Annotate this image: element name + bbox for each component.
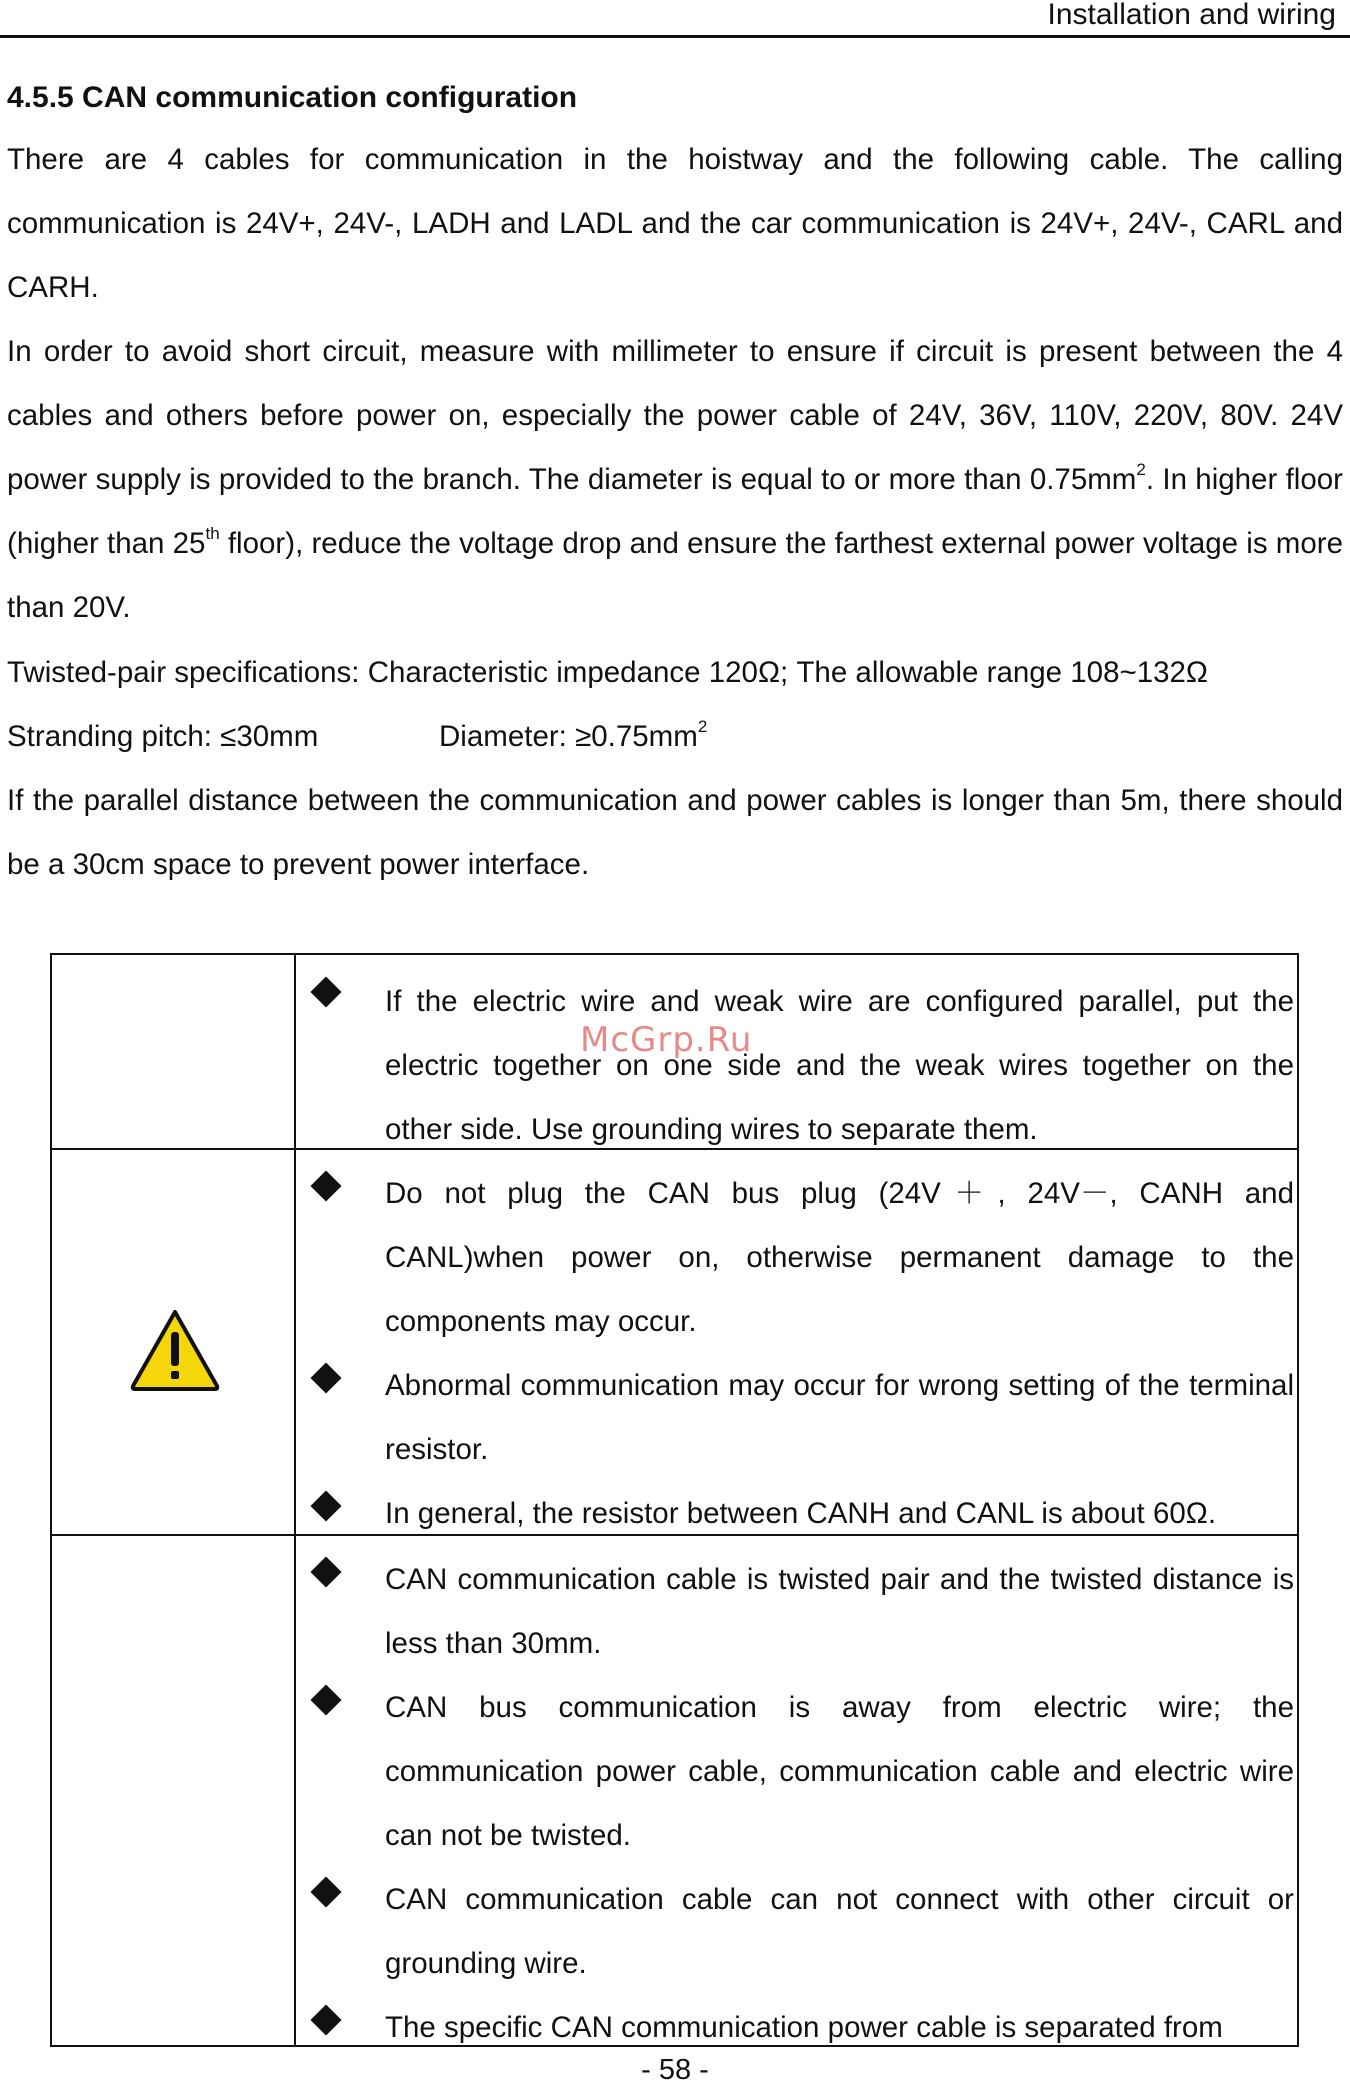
paragraph-higher-floor-text: . In higher floor (higher than 25 — [7, 463, 1343, 560]
table-column-divider — [294, 955, 296, 2045]
diameter-text: Diameter: ≥0.75mm — [439, 720, 698, 753]
header-rule — [0, 35, 1350, 38]
watermark: McGrp.Ru — [580, 1020, 753, 1060]
table-bullet-text: CAN communication cable can not connect with other circuit or grounding wire. — [385, 1883, 1294, 1980]
diameter-superscript: 2 — [697, 717, 708, 736]
diameter-spec — [439, 705, 707, 769]
diamond-bullet-icon — [310, 1876, 341, 1907]
paragraph-voltage-drop-text: floor), reduce the voltage drop and ensure the farthest external power voltage is more than 20V. — [7, 527, 1344, 624]
diamond-bullet-icon — [310, 2004, 341, 2035]
table-bullet-text: If the electric wire and weak wire are configured parallel, put the electric together on one side and the weak wires together on the other side. Use grounding wires to separate them. — [385, 985, 1294, 1146]
warning-triangle-icon — [129, 1308, 221, 1392]
diamond-bullet-icon — [310, 1362, 341, 1393]
paragraph-parallel-distance: If the parallel distance between the communication and power cables is longer than 5m, there should be a 30cm space to prevent power interface. — [7, 784, 1343, 881]
diamond-bullet-icon — [310, 976, 341, 1007]
diamond-bullet-icon — [310, 1684, 341, 1715]
spec-line — [7, 705, 1343, 769]
paragraph-twisted-pair: Twisted-pair specifications: Characteristic impedance 120Ω; The allowable range 108~132Ω — [7, 656, 1208, 689]
warning-table — [50, 953, 1299, 2047]
table-bullet-text: In general, the resistor between CANH and CANL is about 60Ω. — [385, 1497, 1217, 1530]
superscript-squared: 2 — [1136, 460, 1146, 479]
diamond-bullet-icon — [310, 1490, 341, 1521]
diamond-bullet-icon — [310, 1556, 341, 1587]
page-number: - 58 - — [641, 2054, 709, 2086]
table-bullet-text: CAN communication cable is twisted pair and the twisted distance is less than 30mm. — [385, 1563, 1294, 1660]
table-bullet-text: CAN bus communication is away from electric wire; the communication power cable, communication cable and electric wire can not be twisted. — [385, 1691, 1294, 1852]
table-bullet-text: Do not plug the CAN bus plug (24V＋, 24V－, CANH and CANL)when power on, otherwise permanent damage to the components may occur. — [385, 1177, 1294, 1338]
stranding-pitch: Stranding pitch: ≤30mm — [7, 720, 319, 753]
header-section-label: Installation and wiring — [1047, 0, 1336, 31]
table-bullet-text: Abnormal communication may occur for wrong setting of the terminal resistor. — [385, 1369, 1294, 1466]
paragraph-short-circuit — [7, 320, 1343, 640]
superscript-th: th — [205, 524, 220, 543]
section-title: 4.5.5 CAN communication configuration — [7, 81, 578, 114]
diamond-bullet-icon — [310, 1170, 341, 1201]
paragraph-short-circuit-text: In order to avoid short circuit, measure with millimeter to ensure if circuit is present between the 4 cables and others before power on, especially the power cable of 24V, 36V, 110V, 220V, 80V. 24V power supply is provided to the branch. The diameter is equal to or more than 0.75mm — [7, 335, 1343, 496]
table-bullet-text: The specific CAN communication power cable is separated from — [385, 2011, 1223, 2044]
paragraph-communication-cables: There are 4 cables for communication in the hoistway and the following cable. The calling communication is 24V+, 24V-, LADH and LADL and the car communication is 24V+, 24V-, CARL and CARH. — [7, 143, 1343, 304]
